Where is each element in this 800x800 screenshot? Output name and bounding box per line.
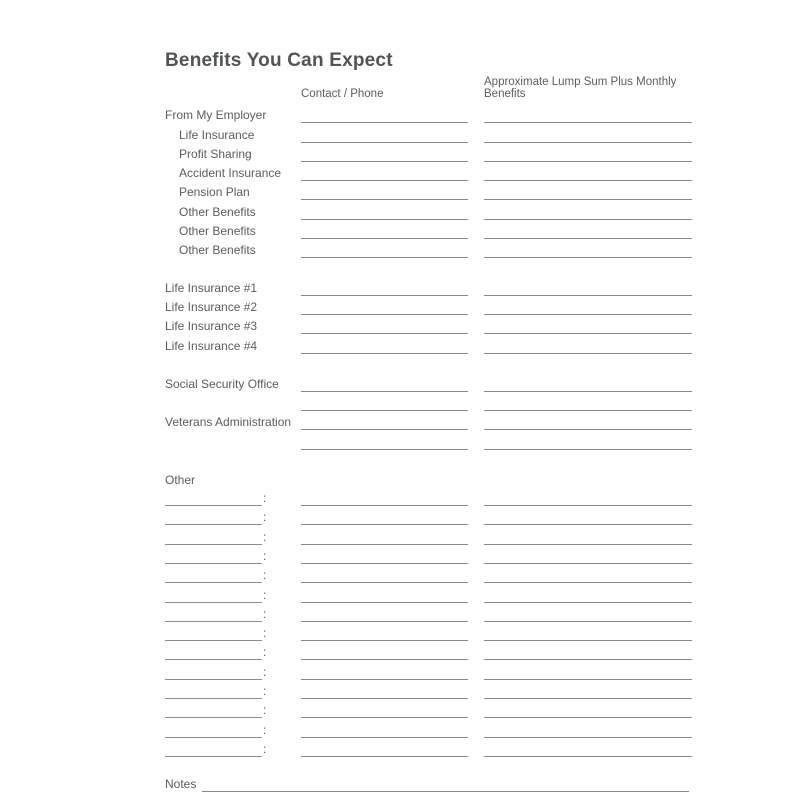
form-row xyxy=(165,411,800,430)
colon-separator: : xyxy=(263,529,267,544)
custom-fill-in-row xyxy=(165,525,800,544)
custom-label-fill-in-line xyxy=(165,503,262,506)
contact-phone-fill-in-line xyxy=(301,217,468,220)
custom-label-fill-in-line xyxy=(165,657,262,660)
benefits-fill-in-line xyxy=(484,600,692,603)
colon-separator: : xyxy=(263,548,267,563)
benefits-fill-in-line xyxy=(484,197,692,200)
colon-separator: : xyxy=(263,510,267,525)
row-label: Other Benefits xyxy=(179,243,256,258)
contact-phone-fill-in-line xyxy=(301,619,468,622)
form-row xyxy=(165,334,800,353)
benefits-fill-in-line xyxy=(484,735,692,738)
custom-label-cell xyxy=(165,666,301,680)
contact-phone-fill-in-line xyxy=(301,120,468,123)
benefits-fill-in-line xyxy=(484,217,692,220)
benefits-fill-in-line xyxy=(484,522,692,525)
benefits-fill-in-line xyxy=(484,542,692,545)
custom-label-fill-in-line xyxy=(165,638,262,641)
contact-phone-fill-in-line xyxy=(301,293,468,296)
benefits-fill-in-line xyxy=(484,696,692,699)
custom-label-fill-in-line xyxy=(165,696,262,699)
contact-phone-fill-in-line xyxy=(301,236,468,239)
benefits-column-header: Approximate Lump Sum Plus Monthly Benefits xyxy=(484,76,677,100)
colon-separator: : xyxy=(263,568,267,583)
benefits-fill-in-line xyxy=(484,677,692,680)
custom-fill-in-row xyxy=(165,641,800,660)
custom-label-cell xyxy=(165,569,301,583)
colon-separator: : xyxy=(263,664,267,679)
contact-phone-fill-in-line xyxy=(301,178,468,181)
contact-phone-column-header: Contact / Phone xyxy=(301,88,384,100)
notes-row xyxy=(165,773,800,792)
benefits-fill-in-line xyxy=(484,312,692,315)
contact-phone-fill-in-line xyxy=(301,542,468,545)
section-gap xyxy=(165,258,800,276)
benefits-fill-in-line xyxy=(484,408,692,411)
row-label xyxy=(165,449,301,450)
colon-separator: : xyxy=(263,491,267,506)
benefits-fill-in-line xyxy=(484,159,692,162)
benefits-fill-in-line xyxy=(484,178,692,181)
row-label: Other Benefits xyxy=(179,204,256,219)
contact-phone-fill-in-line xyxy=(301,657,468,660)
custom-fill-in-row xyxy=(165,622,800,641)
contact-phone-fill-in-line xyxy=(301,503,468,506)
custom-label-cell xyxy=(165,724,301,738)
contact-phone-fill-in-line xyxy=(301,389,468,392)
custom-label-cell xyxy=(165,608,301,622)
benefits-fill-in-line xyxy=(484,236,692,239)
benefits-fill-in-line xyxy=(484,657,692,660)
custom-label-cell xyxy=(165,550,301,564)
custom-fill-in-row xyxy=(165,506,800,525)
form-row xyxy=(165,162,800,181)
custom-label-fill-in-line xyxy=(165,542,262,545)
contact-phone-fill-in-line xyxy=(301,735,468,738)
form-row xyxy=(165,181,800,200)
custom-fill-in-row xyxy=(165,718,800,737)
custom-fill-in-row xyxy=(165,603,800,622)
custom-fill-in-row xyxy=(165,738,800,757)
custom-label-cell xyxy=(165,627,301,641)
benefits-fill-in-line xyxy=(484,619,692,622)
colon-separator: : xyxy=(263,645,267,660)
custom-fill-in-row xyxy=(165,660,800,679)
contact-phone-fill-in-line xyxy=(301,140,468,143)
contact-phone-fill-in-line xyxy=(301,600,468,603)
row-label: Pension Plan xyxy=(179,185,250,200)
contact-phone-fill-in-line xyxy=(301,331,468,334)
form-row xyxy=(165,296,800,315)
form-row xyxy=(165,220,800,239)
custom-label-cell xyxy=(165,743,301,757)
contact-phone-fill-in-line xyxy=(301,561,468,564)
row-label: Accident Insurance xyxy=(179,166,282,181)
benefits-fill-in-line xyxy=(484,754,692,757)
form-row xyxy=(165,276,800,295)
form-rows xyxy=(165,104,800,757)
colon-separator: : xyxy=(263,722,267,737)
custom-label-fill-in-line xyxy=(165,735,262,738)
row-label: Other Benefits xyxy=(179,224,256,239)
notes-label: Notes xyxy=(165,776,197,791)
contact-phone-fill-in-line xyxy=(301,197,468,200)
benefits-fill-in-line xyxy=(484,255,692,258)
form-row xyxy=(165,315,800,334)
form-row xyxy=(165,143,800,162)
benefits-fill-in-line xyxy=(484,140,692,143)
form-row xyxy=(165,200,800,219)
page-title: Benefits You Can Expect xyxy=(165,50,393,71)
row-label: Veterans Administration xyxy=(165,415,292,430)
benefits-fill-in-line xyxy=(484,331,692,334)
custom-label-cell xyxy=(165,704,301,718)
row-label: Life Insurance #2 xyxy=(165,299,258,314)
form-row xyxy=(165,430,800,449)
benefits-fill-in-line xyxy=(484,293,692,296)
custom-label-fill-in-line xyxy=(165,619,262,622)
custom-fill-in-row xyxy=(165,487,800,506)
row-label xyxy=(165,410,301,411)
custom-fill-in-row xyxy=(165,699,800,718)
custom-fill-in-row xyxy=(165,545,800,564)
contact-phone-fill-in-line xyxy=(301,351,468,354)
contact-phone-fill-in-line xyxy=(301,677,468,680)
custom-label-fill-in-line xyxy=(165,715,262,718)
custom-label-fill-in-line xyxy=(165,754,262,757)
contact-phone-fill-in-line xyxy=(301,522,468,525)
section-heading-row xyxy=(165,467,800,487)
section-heading: Other xyxy=(165,472,196,487)
custom-label-cell xyxy=(165,531,301,545)
row-label: Profit Sharing xyxy=(179,146,252,161)
colon-separator: : xyxy=(263,703,267,718)
custom-label-cell xyxy=(165,646,301,660)
row-label: Life Insurance #3 xyxy=(165,319,258,334)
contact-phone-fill-in-line xyxy=(301,255,468,258)
colon-separator: : xyxy=(263,684,267,699)
colon-separator: : xyxy=(263,587,267,602)
benefits-fill-in-line xyxy=(484,715,692,718)
section-gap xyxy=(165,354,800,373)
row-label: Life Insurance xyxy=(179,127,255,142)
custom-fill-in-row xyxy=(165,583,800,602)
contact-phone-fill-in-line xyxy=(301,638,468,641)
custom-label-fill-in-line xyxy=(165,561,262,564)
row-label: Life Insurance #4 xyxy=(165,338,258,353)
benefits-fill-in-line xyxy=(484,503,692,506)
contact-phone-fill-in-line xyxy=(301,580,468,583)
colon-separator: : xyxy=(263,741,267,756)
custom-label-cell xyxy=(165,589,301,603)
custom-label-fill-in-line xyxy=(165,522,262,525)
contact-phone-fill-in-line xyxy=(301,696,468,699)
benefits-fill-in-line xyxy=(484,561,692,564)
contact-phone-fill-in-line xyxy=(301,312,468,315)
contact-phone-fill-in-line xyxy=(301,754,468,757)
custom-label-cell xyxy=(165,511,301,525)
contact-phone-fill-in-line xyxy=(301,715,468,718)
custom-label-fill-in-line xyxy=(165,580,262,583)
row-label: From My Employer xyxy=(165,108,267,123)
form-row xyxy=(165,373,800,392)
contact-phone-fill-in-line xyxy=(301,159,468,162)
contact-phone-fill-in-line xyxy=(301,408,468,411)
custom-label-cell xyxy=(165,492,301,506)
custom-label-cell xyxy=(165,685,301,699)
form-row xyxy=(165,123,800,142)
benefits-fill-in-line xyxy=(484,580,692,583)
row-label: Life Insurance #1 xyxy=(165,280,258,295)
custom-label-fill-in-line xyxy=(165,677,262,680)
contact-phone-fill-in-line xyxy=(301,427,468,430)
colon-separator: : xyxy=(263,626,267,641)
column-header-row xyxy=(165,76,800,100)
benefits-fill-in-line xyxy=(484,120,692,123)
custom-label-fill-in-line xyxy=(165,600,262,603)
row-label: Social Security Office xyxy=(165,376,279,391)
benefits-fill-in-line xyxy=(484,638,692,641)
section-gap xyxy=(165,450,800,467)
form-row xyxy=(165,392,800,411)
benefits-fill-in-line xyxy=(484,447,692,450)
notes-fill-in-line xyxy=(202,789,689,792)
form-row xyxy=(165,239,800,258)
benefits-fill-in-line xyxy=(484,351,692,354)
benefits-fill-in-line xyxy=(484,427,692,430)
contact-phone-fill-in-line xyxy=(301,447,468,450)
custom-fill-in-row xyxy=(165,680,800,699)
form-row xyxy=(165,104,800,123)
benefits-fill-in-line xyxy=(484,389,692,392)
colon-separator: : xyxy=(263,606,267,621)
custom-fill-in-row xyxy=(165,564,800,583)
